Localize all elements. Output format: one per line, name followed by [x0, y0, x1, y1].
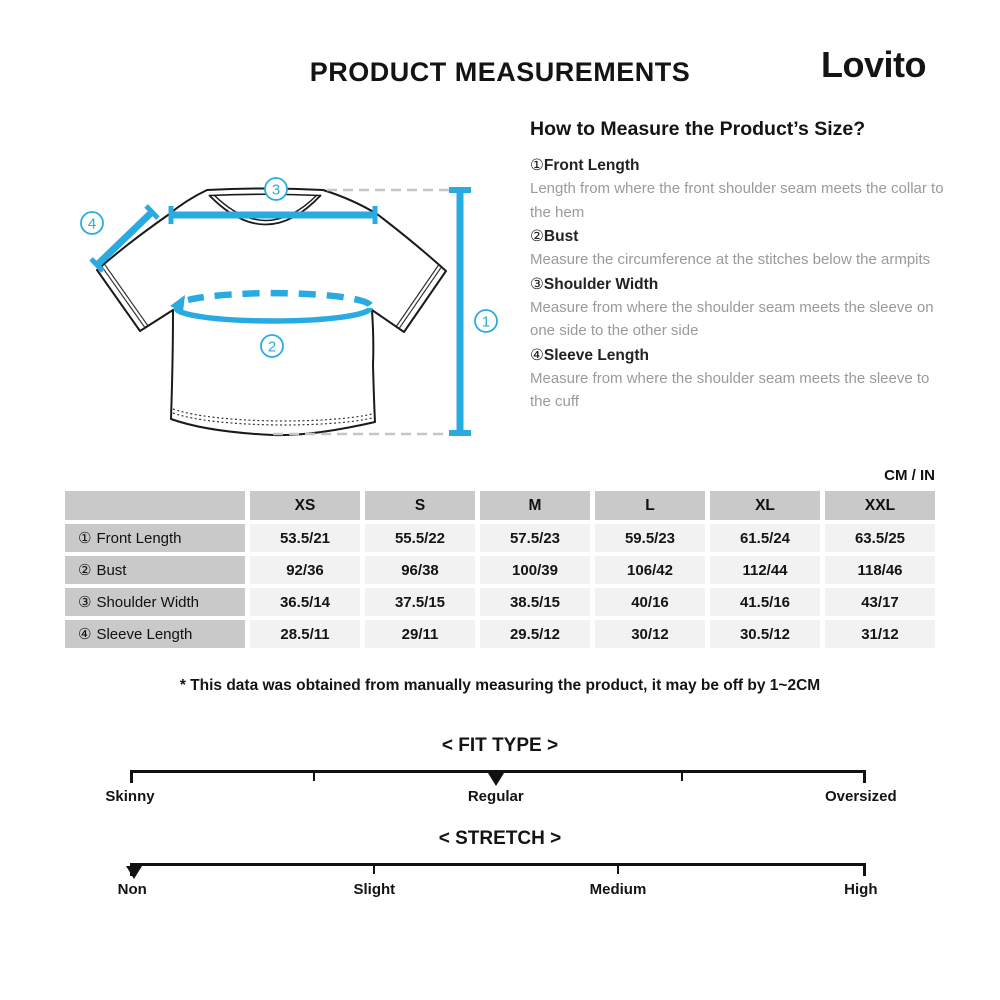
guide-item-description: Length from where the front shoulder seam meets the collar to the hem	[530, 180, 944, 221]
fit-type-tick	[313, 770, 315, 781]
stretch-scale	[117, 863, 878, 909]
table-cell: 53.5/21	[250, 524, 360, 552]
table-cell: 92/36	[250, 556, 360, 584]
stretch-marker-triangle	[126, 866, 142, 879]
table-cell: 55.5/22	[365, 524, 475, 552]
table-col-header: XL	[710, 491, 820, 520]
marker-2-number: 2	[267, 338, 277, 356]
table-col-header: L	[595, 491, 705, 520]
table-cell: 31/12	[825, 620, 935, 648]
size-table	[65, 491, 935, 648]
table-corner-cell	[65, 491, 245, 520]
fit-type-right-endcap	[863, 770, 866, 783]
table-cell: 29/11	[365, 620, 475, 648]
guide-item-title	[530, 273, 945, 296]
stretch-title: < STRETCH >	[438, 828, 562, 849]
table-col-header: XS	[250, 491, 360, 520]
stretch-label-high: High	[844, 881, 878, 898]
row-label-text: Bust	[96, 561, 127, 579]
table-cell: 59.5/23	[595, 524, 705, 552]
guide-item-label-text: Front Length	[543, 157, 640, 174]
guide-item-title	[530, 225, 945, 248]
brand-logo: Lovito	[821, 44, 926, 85]
table-col-header: S	[365, 491, 475, 520]
row-label-text: Shoulder Width	[96, 593, 200, 611]
fit-type-label-oversized: Oversized	[824, 788, 897, 805]
guide-item-title	[530, 154, 945, 177]
row-label-text: Front Length	[96, 529, 182, 547]
fit-type-label-regular: Regular	[467, 788, 524, 805]
guide-item-title	[530, 344, 945, 367]
table-cell: 36.5/14	[250, 588, 360, 616]
guide-item-number: ③	[530, 275, 544, 293]
page-title: PRODUCT MEASUREMENTS	[309, 57, 691, 87]
unit-label: CM / IN	[884, 467, 935, 484]
table-cell: 63.5/25	[825, 524, 935, 552]
marker-3-number: 3	[271, 181, 281, 199]
fit-type-label-skinny: Skinny	[105, 788, 155, 805]
table-cell: 38.5/15	[480, 588, 590, 616]
guide-item-label-text: Sleeve Length	[543, 346, 649, 364]
measure-guide-heading: How to Measure the Product’s Size?	[530, 118, 866, 140]
table-cell: 57.5/23	[480, 524, 590, 552]
marker-1-number: 1	[481, 313, 491, 331]
measure-guide	[530, 118, 945, 414]
row-number: ②	[78, 562, 92, 579]
table-cell: 37.5/15	[365, 588, 475, 616]
row-label-text: Sleeve Length	[96, 625, 193, 643]
fit-type-scale	[105, 770, 897, 816]
stretch-tick	[617, 863, 619, 874]
stretch-label-non: Non	[117, 881, 147, 898]
table-cell: 28.5/11	[250, 620, 360, 648]
table-cell: 61.5/24	[710, 524, 820, 552]
guide-item-description: Measure the circumference at the stitches below the armpits	[530, 251, 931, 268]
stretch-right-endcap	[863, 863, 866, 876]
table-cell: 41.5/16	[710, 588, 820, 616]
guide-item-sleeve-length	[530, 344, 945, 414]
table-cell: 30.5/12	[710, 620, 820, 648]
guide-item-bust	[530, 225, 945, 272]
marker-4-number: 4	[87, 215, 97, 233]
fit-type-left-endcap	[130, 770, 133, 783]
stretch-track	[130, 863, 866, 866]
row-number: ①	[78, 530, 92, 547]
table-row-label	[65, 620, 245, 648]
table-cell: 30/12	[595, 620, 705, 648]
guide-item-label-text: Shoulder Width	[543, 275, 659, 293]
disclaimer-note: * This data was obtained from manually measuring the product, it may be off by 1~2CM	[179, 677, 821, 694]
fit-type-tick	[681, 770, 683, 781]
guide-item-number: ①	[530, 157, 544, 174]
guide-item-description: Measure from where the shoulder seam meets the sleeve to the cuff	[530, 369, 930, 410]
row-number: ③	[78, 594, 92, 611]
table-cell: 100/39	[480, 556, 590, 584]
table-row-label	[65, 588, 245, 616]
table-col-header: XXL	[825, 491, 935, 520]
table-cell: 29.5/12	[480, 620, 590, 648]
guide-item-front-length	[530, 154, 945, 224]
stretch-label-slight: Slight	[353, 881, 396, 898]
guide-item-number: ④	[530, 346, 544, 364]
row-number: ④	[78, 626, 92, 643]
guide-item-description: Measure from where the shoulder seam meets the sleeve on one side to the other side	[530, 298, 934, 339]
table-row-label	[65, 556, 245, 584]
guide-item-number: ②	[530, 228, 544, 245]
table-cell: 118/46	[825, 556, 935, 584]
table-cell: 43/17	[825, 588, 935, 616]
stretch-tick	[373, 863, 375, 874]
tshirt-measure-diagram	[50, 140, 520, 470]
fit-type-marker-triangle	[488, 773, 504, 786]
tshirt-outline	[97, 189, 446, 436]
fit-type-title: < FIT TYPE >	[441, 735, 559, 756]
table-col-header: M	[480, 491, 590, 520]
stretch-label-medium: Medium	[589, 881, 647, 898]
guide-item-label-text: Bust	[543, 228, 579, 245]
table-cell: 106/42	[595, 556, 705, 584]
front-length-measure-line	[449, 190, 471, 433]
table-cell: 40/16	[595, 588, 705, 616]
table-cell: 112/44	[710, 556, 820, 584]
table-row-label	[65, 524, 245, 552]
table-cell: 96/38	[365, 556, 475, 584]
guide-item-shoulder-width	[530, 273, 945, 343]
